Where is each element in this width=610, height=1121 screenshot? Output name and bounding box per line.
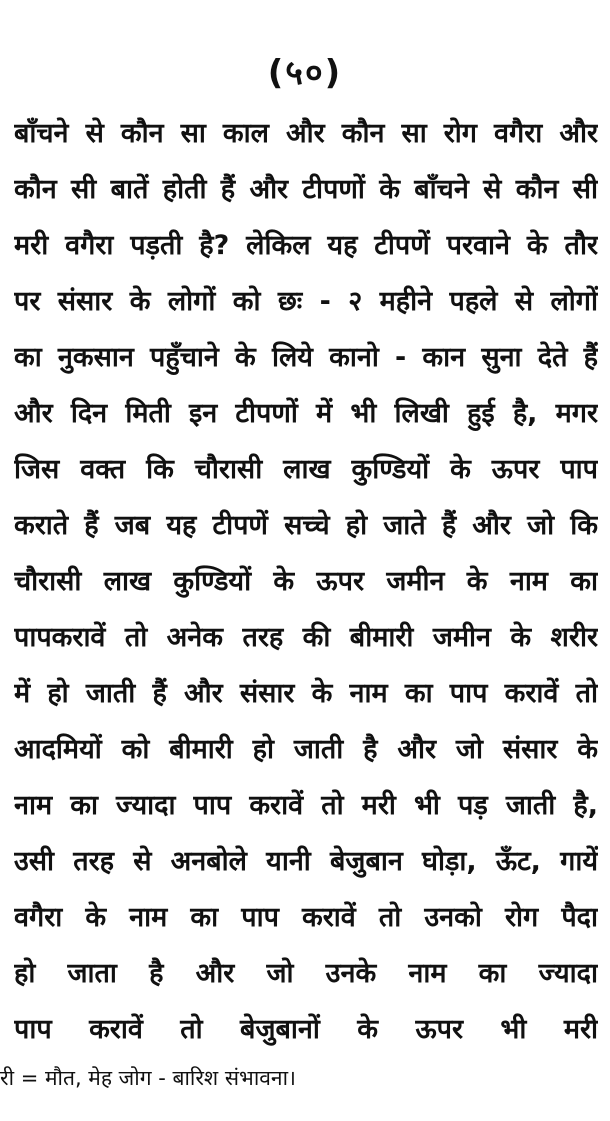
page-number: (५०) (267, 53, 343, 93)
text-line-14: उसी तरह से अनबोले यानी बेजुबान घोड़ा, ऊँट, गायें (14, 846, 598, 877)
text-line-11: में हो जाती हैं और संसार के नाम का पाप करावें तो (14, 678, 598, 709)
text-line-16: हो जाता है और जो उनके नाम का ज्यादा (14, 958, 598, 989)
text-line-1: बाँचने से कौन सा काल और कौन सा रोग वगैरा और (14, 118, 598, 149)
text-line-10: पापकरावें तो अनेक तरह की बीमारी जमीन के शरीर (14, 622, 598, 653)
text-line-15: वगैरा के नाम का पाप करावें तो उनको रोग पैदा (14, 902, 598, 933)
text-line-6: और दिन मिती इन टीपणों में भी लिखी हुई है, मगर (14, 398, 598, 429)
text-line-5: का नुकसान पहुँचाने के लिये कानो - कान सुना देते हैं (14, 342, 598, 373)
text-line-13: नाम का ज्यादा पाप करावें तो मरी भी पड़ जाती है, (14, 790, 598, 821)
text-line-17: पाप करावें तो बेजुबानों के ऊपर भी मरी (14, 1014, 598, 1045)
text-line-2: कौन सी बातें होती हैं और टीपणों के बाँचने से कौन सी (14, 174, 598, 205)
text-line-9: चौरासी लाख कुण्डियों के ऊपर जमीन के नाम का (14, 566, 598, 597)
text-line-7: जिस वक्त कि चौरासी लाख कुण्डियों के ऊपर पाप (14, 454, 598, 485)
text-line-8: कराते हैं जब यह टीपणें सच्चे हो जाते हैं और जो कि (14, 510, 598, 541)
footnote: री = मौत, मेह जोग - बारिश संभावना। (0, 1066, 296, 1090)
text-line-3: मरी वगैरा पड़ती है? लेकिल यह टीपणें परवाने के तौर (14, 230, 598, 261)
text-line-4: पर संसार के लोगों को छः - २ महीने पहले से लोगों (14, 286, 598, 317)
text-line-12: आदमियों को बीमारी हो जाती है और जो संसार के (14, 734, 598, 765)
body-text (14, 106, 598, 1058)
